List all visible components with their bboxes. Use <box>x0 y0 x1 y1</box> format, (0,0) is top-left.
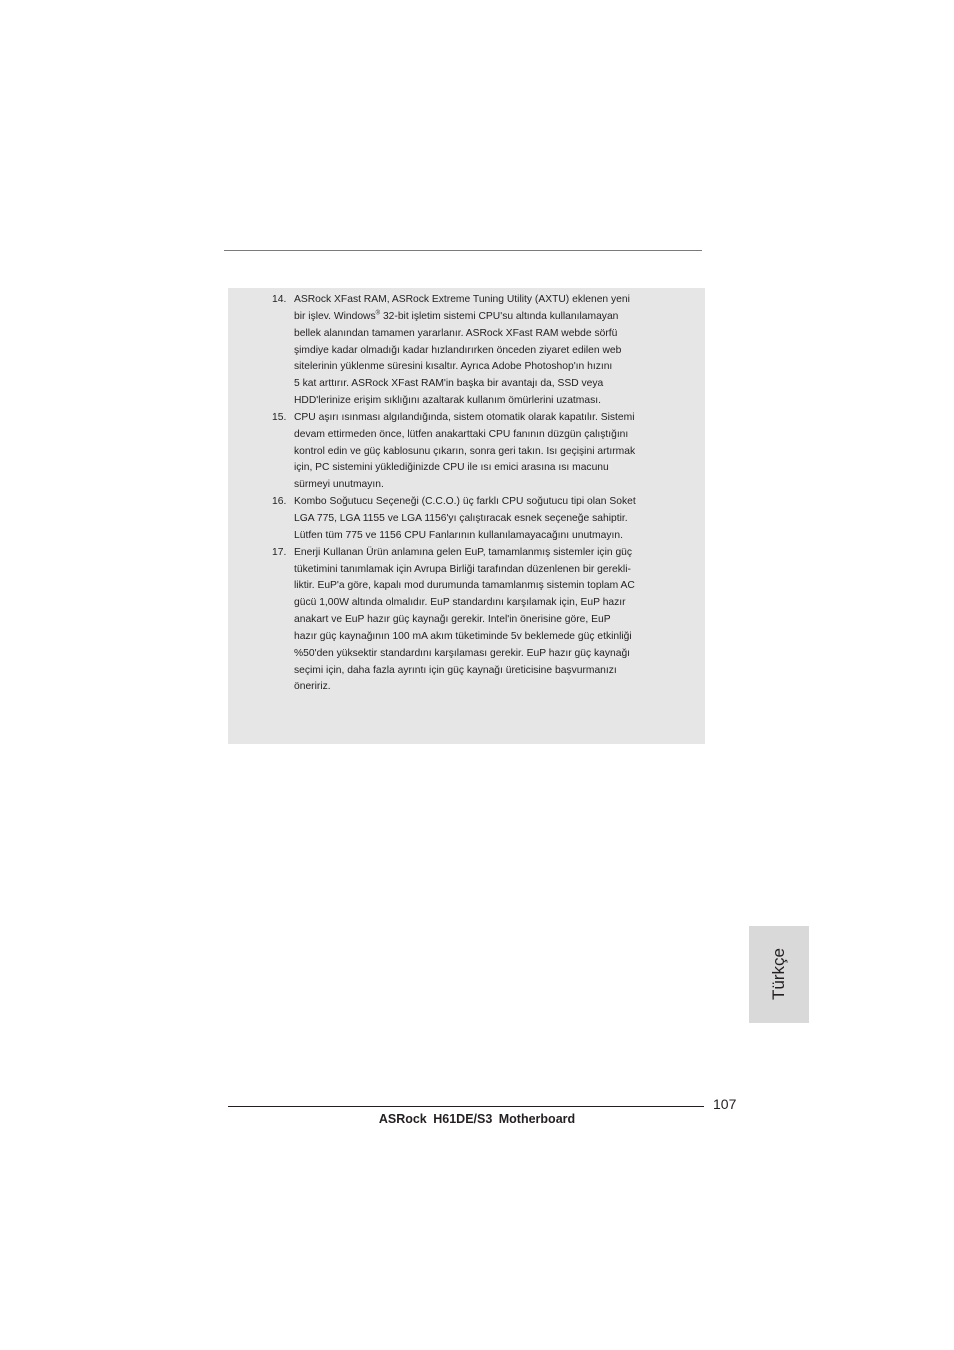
note-line: tüketimini tanımlamak için Avrupa Birliği tarafından düzenlenen bir gerekli- <box>294 563 631 575</box>
note-number: 14. <box>272 294 287 305</box>
note-line: kontrol edin ve güç kablosunu çıkarın, sonra geri takın. Isı geçişini artırmak <box>294 445 636 457</box>
registered-mark: ® <box>375 310 381 317</box>
note-line: gücü 1,00W altında olmalıdır. EuP standardını karşılamak için, EuP hazır <box>294 597 626 609</box>
note-item-15 <box>228 410 705 494</box>
note-line: hazır güç kaynağının 100 mA akım tüketiminde 5v beklemede güç etkinliği <box>294 630 632 642</box>
note-line: %50'den yüksektir standardını karşılaması gerekir. EuP hazır güç kaynağı <box>294 647 631 659</box>
note-line: Enerji Kullanan Ürün anlamına gelen EuP, tamamlanmış sistemler için güç <box>294 546 633 558</box>
note-number: 16. <box>272 496 287 508</box>
note-line: öneririz. <box>294 681 331 693</box>
note-line <box>294 309 669 326</box>
footer-title: ASRock H61DE/S3 Motherboard <box>378 1112 576 1126</box>
note-line-prefix: bir işlev. Windows <box>294 310 376 322</box>
note-line: şimdiye kadar olmadığı kadar hızlandırırken önceden ziyaret edilen web <box>294 344 622 356</box>
note-line: devam ettirmeden önce, lütfen anakarttaki CPU fanının düzgün çalıştığını <box>294 428 629 440</box>
note-line: CPU aşırı ısınması algılandığında, sistem otomatik olarak kapatılır. Sistemi <box>294 411 635 423</box>
language-tab <box>749 926 809 1023</box>
note-line: Kombo Soğutucu Seçeneği (C.C.O.) üç farklı CPU soğutucu tipi olan Soket <box>294 496 636 508</box>
note-line: sürmeyi unutmayın. <box>294 479 384 491</box>
note-item-14 <box>228 292 705 410</box>
note-line: seçimi için, daha fazla ayrıntı için güç kaynağı üreticisine başvurmanızı <box>294 664 617 676</box>
page-number: 107 <box>713 1096 737 1112</box>
note-item-16 <box>228 494 705 545</box>
note-line: HDD'lerinize erişim sıklığını azaltarak kullanım ömürlerini uzatması. <box>294 395 601 407</box>
note-line: ASRock XFast RAM, ASRock Extreme Tuning Utility (AXTU) eklenen yeni <box>294 294 630 305</box>
note-line: liktir. EuP'a göre, kapalı mod durumunda tamamlanmış sistemin toplam AC <box>294 580 635 592</box>
note-number: 15. <box>272 411 287 423</box>
notes-list <box>228 292 705 696</box>
note-line-rest: 32-bit işletim sistemi CPU'su altında kullanılamayan <box>382 310 619 322</box>
footer-divider <box>228 1106 704 1107</box>
language-tab-label: Türkçe <box>769 948 788 1000</box>
note-line: için, PC sistemini yüklediğinizde CPU ile ısı emici arasına ısı macunu <box>294 462 609 474</box>
note-line: Lütfen tüm 775 ve 1156 CPU Fanlarının kullanılamayacağını unutmayın. <box>294 529 623 541</box>
note-line: 5 kat arttırır. ASRock XFast RAM'in başka bir avantajı da, SSD veya <box>294 378 604 390</box>
header-divider <box>224 250 702 251</box>
note-line: LGA 775, LGA 1155 ve LGA 1156'yı çalıştıracak esnek seçeneğe sahiptir. <box>294 512 628 524</box>
note-line: bellek alanından tamamen yararlanır. ASRock XFast RAM webde sörfü <box>294 327 618 339</box>
notes-panel <box>228 288 705 744</box>
note-number: 17. <box>272 546 287 558</box>
note-item-17 <box>228 545 705 697</box>
note-line: sitelerinin yüklenme süresini kısaltır. Ayrıca Adobe Photoshop'ın hızını <box>294 361 613 373</box>
note-line: anakart ve EuP hazır güç kaynağı gerekir. Intel'in önerisine göre, EuP <box>294 614 611 626</box>
